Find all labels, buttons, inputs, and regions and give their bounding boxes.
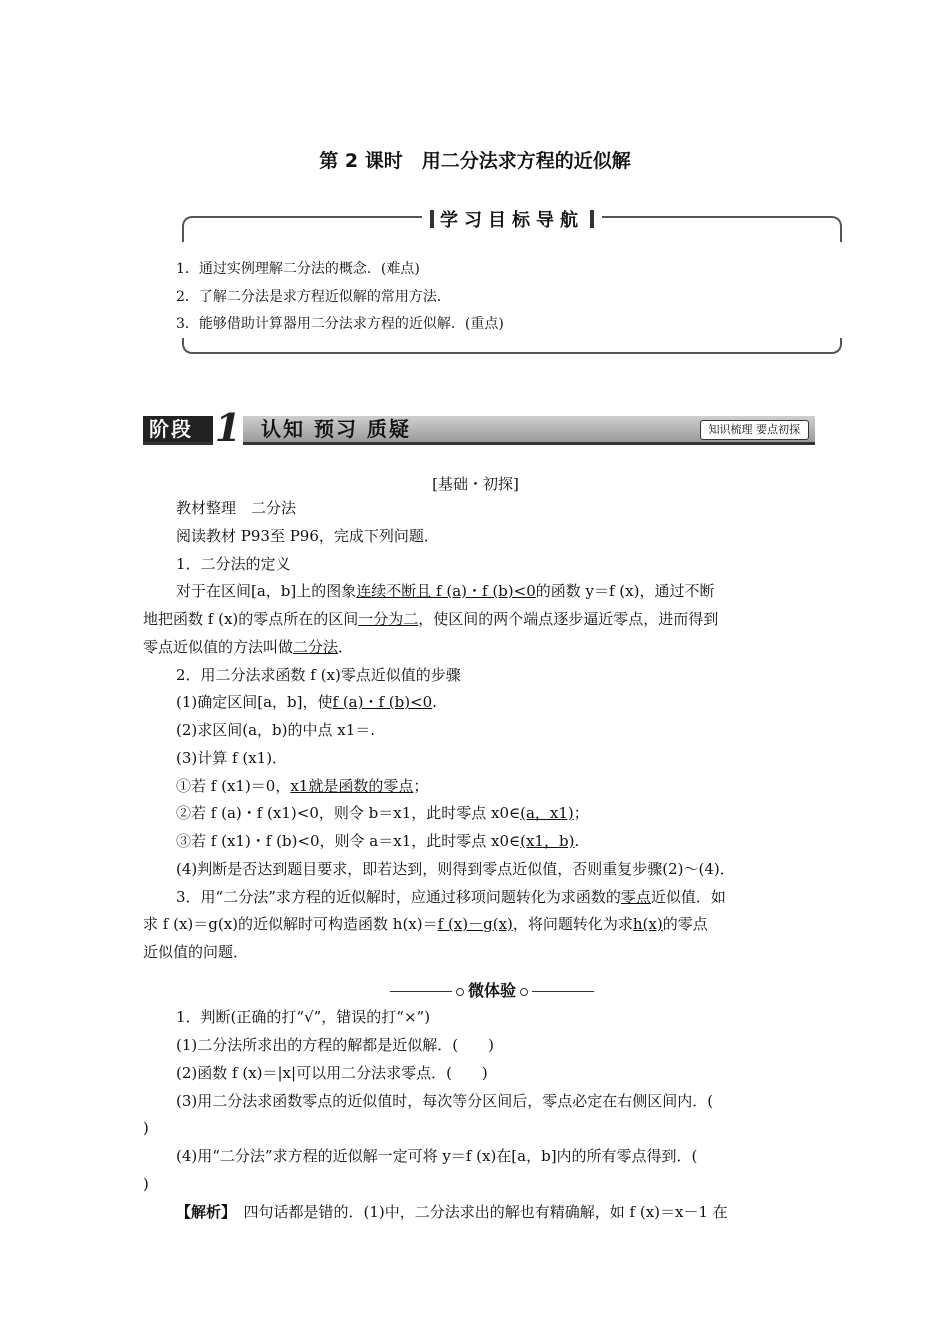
question-1-3-end: ) <box>143 1119 149 1137</box>
page-title: 第 2 课时 用二分法求方程的近似解 <box>319 150 631 172</box>
case-2: ②若 f (a)・f (x1)<0，则令 b＝x1，此时零点 x0∈(a，x1)； <box>176 804 589 822</box>
goals-heading: 学习目标导航 <box>422 206 602 228</box>
stage-number: 1 <box>214 405 242 450</box>
definition-line-3: 零点近似值的方法叫做二分法． <box>143 638 354 656</box>
stage-label: 阶段 <box>143 416 239 442</box>
case-3: ③若 f (x1)・f (b)<0，则令 a＝x1，此时零点 x0∈(x1，b). <box>176 832 580 850</box>
practice-heading: 微体验 <box>380 978 604 1001</box>
reading-instruction: 阅读教材 P93至 P96，完成下列问题． <box>176 527 439 545</box>
goal-item: 3．能够借助计算器用二分法求方程的近似解．(重点) <box>176 316 504 332</box>
stage-banner <box>143 405 815 450</box>
stage-title: 认知 预习 质疑 <box>261 417 411 441</box>
step-4: (4)判断是否达到题目要求，即若达到，则得到零点近似值，否则重复步骤(2)～(4)． <box>176 860 735 878</box>
question-1-3: (3)用二分法求函数零点的近似值时，每次等分区间后，零点必定在右侧区间内．( <box>176 1092 714 1110</box>
question-1-2: (2)函数 f (x)＝|x|可以用二分法求零点．( ) <box>176 1064 488 1082</box>
step-2: (2)求区间(a，b)的中点 x1＝. <box>176 721 376 739</box>
step-3: (3)计算 f (x1)． <box>176 749 288 767</box>
step-1: (1)确定区间[a，b]，使f (a)・f (b)<0. <box>176 693 437 711</box>
section-subheading: [基础・初探] <box>432 475 519 493</box>
paragraph-3-line-2: 求 f (x)＝g(x)的近似解时可构造函数 h(x)＝f (x)－g(x)，将问题转化为求h(x)的零点 <box>143 915 708 933</box>
goals-frame-bottom <box>182 338 842 354</box>
paragraph-3-line-3: 近似值的问题． <box>143 943 249 961</box>
analysis: 【解析】 四句话都是错的．(1)中，二分法求出的解也有精确解，如 f (x)＝x－1 在 <box>176 1203 728 1221</box>
stage-tag: 知识梳理 要点初探 <box>700 420 810 440</box>
definition-title: 1．二分法的定义 <box>176 555 291 573</box>
question-1-1: (1)二分法所求出的方程的解都是近似解．( ) <box>176 1036 494 1054</box>
steps-title: 2．用二分法求函数 f (x)零点近似值的步骤 <box>176 666 461 684</box>
definition-line-1: 对于在区间[a，b]上的图象连续不断且 f (a)・f (b)<0的函数 y＝f (x)，通过不断 <box>176 582 715 600</box>
analysis-label: 【解析】 <box>176 1203 229 1221</box>
section-heading: 教材整理 二分法 <box>176 499 297 517</box>
question-1-4-end: ) <box>143 1175 149 1193</box>
case-1: ①若 f (x1)＝0，x1就是函数的零点； <box>176 777 429 795</box>
definition-line-2: 地把函数 f (x)的零点所在的区间一分为二，使区间的两个端点逐步逼近零点，进而得到 <box>143 610 719 628</box>
question-1: 1．判断(正确的打“√”，错误的打“×”) <box>176 1008 431 1026</box>
paragraph-3-line-1: 3．用“二分法”求方程的近似解时，应通过移项问题转化为求函数的零点近似值．如 <box>176 888 726 906</box>
goal-item: 1．通过实例理解二分法的概念．(难点) <box>176 261 420 277</box>
question-1-4: (4)用“二分法”求方程的近似解一定可将 y＝f (x)在[a，b]内的所有零点得到．( <box>176 1147 698 1165</box>
goal-item: 2．了解二分法是求方程近似解的常用方法． <box>176 289 451 305</box>
